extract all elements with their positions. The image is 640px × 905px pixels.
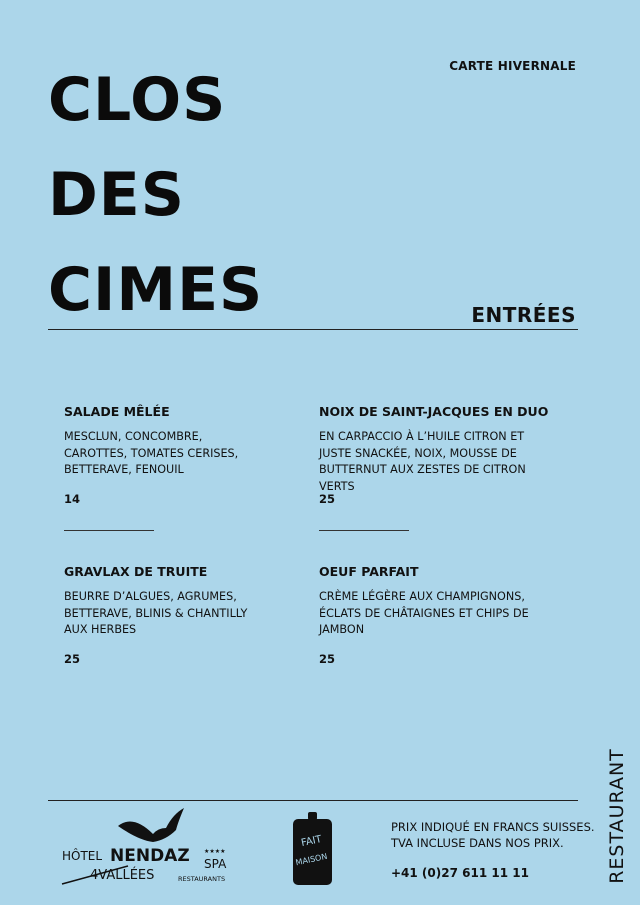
restaurant-title-line-3: CIMES — [48, 255, 264, 325]
menu-item-saint-jacques — [319, 404, 554, 495]
logo-valleys-text: 4VALLÉES — [90, 868, 155, 883]
badge-line-1: FAIT — [300, 834, 323, 850]
season-label: CARTE HIVERNALE — [449, 59, 576, 73]
fait-maison-badge — [290, 812, 335, 886]
menu-item-oeuf-parfait — [319, 564, 554, 639]
item-divider — [319, 530, 409, 531]
menu-item-salade — [64, 404, 299, 479]
menu-item-name: OEUF PARFAIT — [319, 564, 419, 579]
menu-item-description: EN CARPACCIO À L’HUILE CITRON ET JUSTE SNACKÉE, NOIX, MOUSSE DE BUTTERNUT AUX ZESTES DE CITRON VERTS — [319, 430, 526, 493]
side-label-text: RESTAURANT — [606, 748, 628, 884]
top-divider — [48, 329, 578, 330]
badge-line-2: MAISON — [294, 851, 329, 868]
menu-item-price: 14 — [64, 492, 81, 506]
menu-item-description: CRÈME LÉGÈRE AUX CHAMPIGNONS, ÉCLATS DE CHÂTAIGNES ET CHIPS DE JAMBON — [319, 590, 529, 636]
vat-note: TVA INCLUSE DANS NOS PRIX. — [391, 836, 564, 850]
hotel-nendaz-logo — [58, 806, 243, 888]
restaurant-title-line-2: DES — [48, 160, 186, 230]
logo-spa-text: SPA — [204, 857, 227, 871]
eagle-icon — [118, 808, 184, 842]
menu-item-name: SALADE MÊLÉE — [64, 404, 170, 419]
menu-item-price: 25 — [319, 652, 336, 666]
menu-item-gravlax — [64, 564, 299, 639]
board-handle — [308, 812, 317, 820]
price-note: PRIX INDIQUÉ EN FRANCS SUISSES. — [391, 820, 595, 834]
logo-restaurants-text: RESTAURANTS — [178, 875, 226, 883]
menu-item-description: BEURRE D’ALGUES, AGRUMES, BETTERAVE, BLINIS & CHANTILLY AUX HERBES — [64, 590, 248, 636]
logo-stars-text: ★★★★ — [204, 848, 226, 855]
menu-item-name: NOIX DE SAINT-JACQUES EN DUO — [319, 404, 549, 419]
menu-item-price: 25 — [319, 492, 336, 506]
side-label-restaurant — [602, 750, 632, 882]
bottom-divider — [48, 800, 578, 801]
phone-number: +41 (0)27 611 11 11 — [391, 866, 529, 880]
logo-hotel-text: HÔTEL — [62, 849, 103, 863]
restaurant-title-line-1: CLOS — [48, 65, 227, 135]
logo-name-text: NENDAZ — [110, 846, 190, 866]
menu-item-name: GRAVLAX DE TRUITE — [64, 564, 208, 579]
menu-item-price: 25 — [64, 652, 81, 666]
section-title: ENTRÉES — [471, 303, 576, 327]
item-divider — [64, 530, 154, 531]
menu-item-description: MESCLUN, CONCOMBRE, CAROTTES, TOMATES CERISES, BETTERAVE, FENOUIL — [64, 430, 239, 476]
